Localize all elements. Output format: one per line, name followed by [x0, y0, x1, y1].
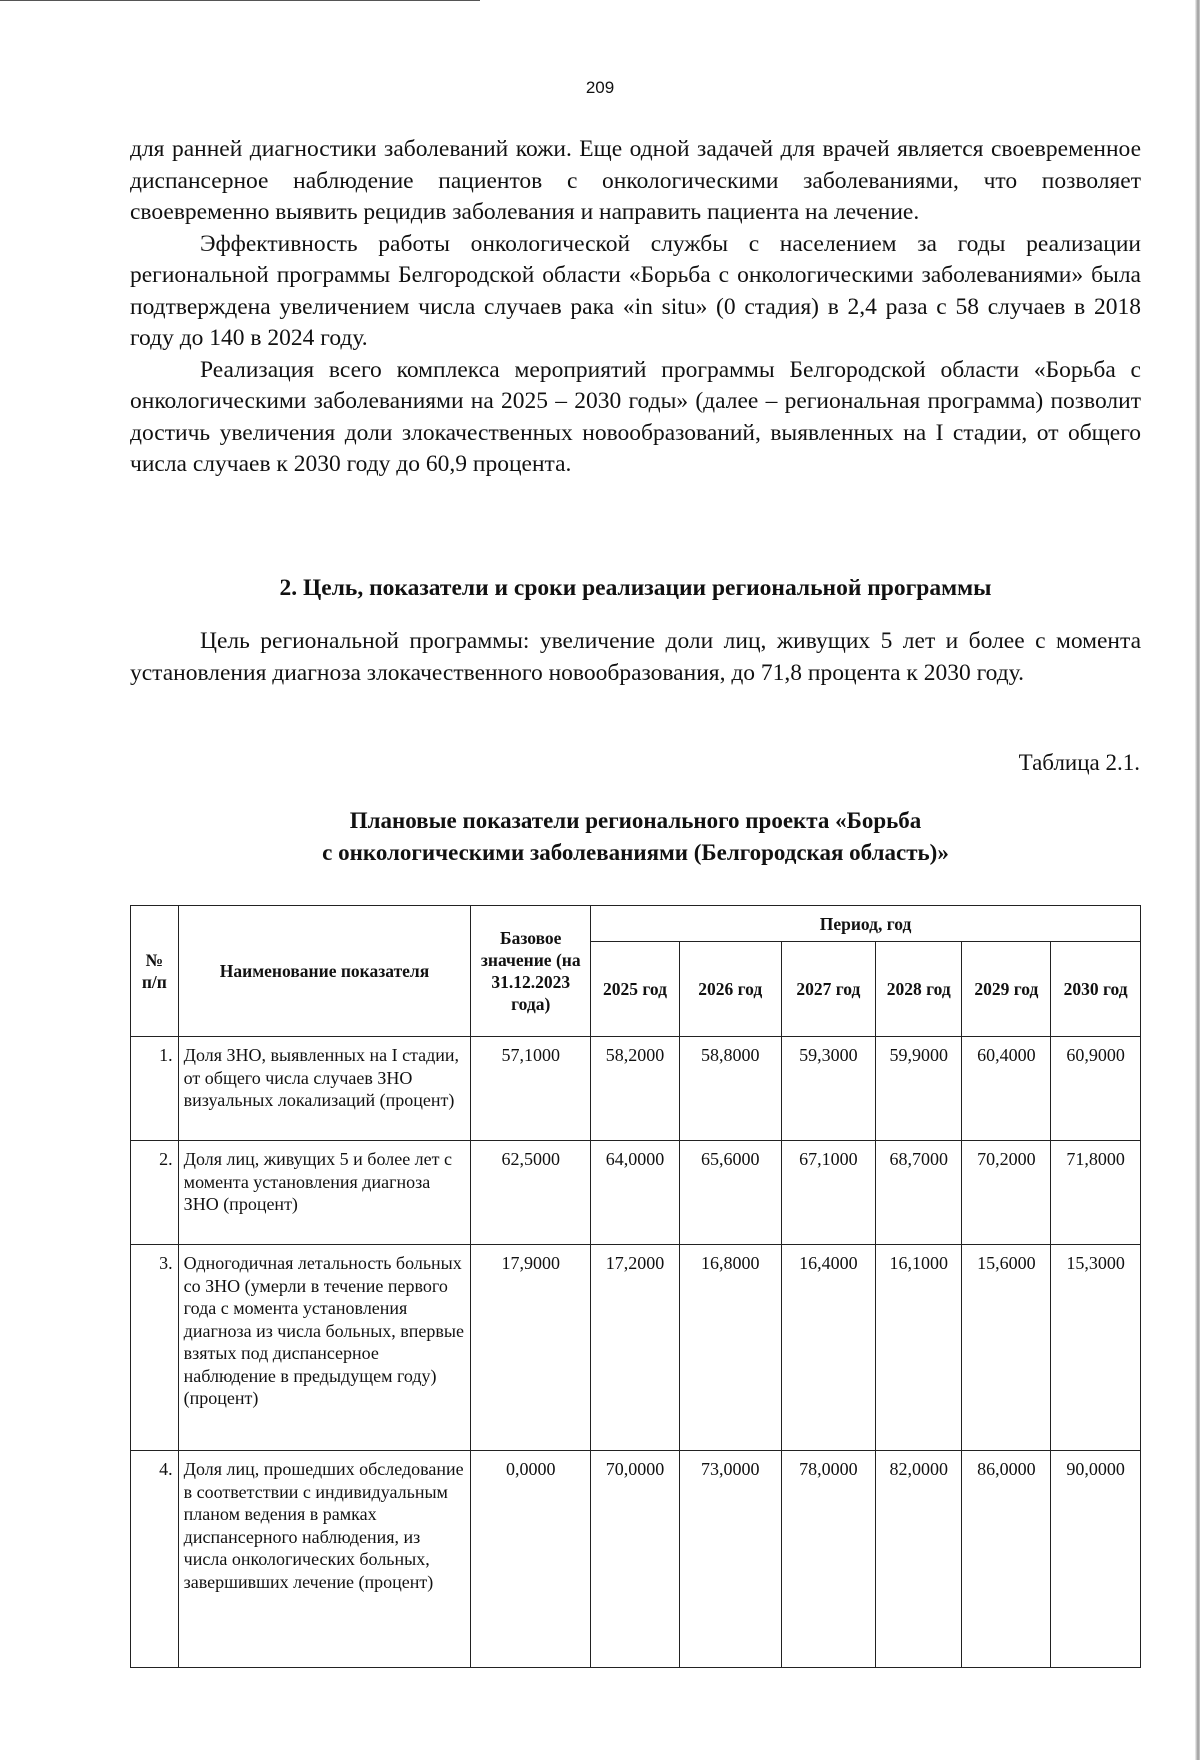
table-title-line-1: Плановые показатели регионального проекта «Борьба [349, 808, 922, 833]
year-value: 68,7000 [876, 1141, 962, 1245]
year-value: 60,9000 [1051, 1037, 1141, 1141]
row-number: 3. [131, 1245, 179, 1451]
year-value: 15,6000 [962, 1245, 1051, 1451]
body-text [130, 134, 1141, 481]
indicator-name: Доля лиц, живущих 5 и более лет с момента установления диагноза ЗНО (процент) [178, 1141, 471, 1245]
top-rule [0, 0, 480, 1]
base-value: 17,9000 [471, 1245, 591, 1451]
header-year: 2026 год [679, 942, 781, 1037]
goal-text [130, 626, 1141, 689]
header-period: Период, год [591, 906, 1141, 942]
row-number: 2. [131, 1141, 179, 1245]
table-label: Таблица 2.1. [1018, 750, 1140, 775]
paragraph-1: для ранней диагностики заболеваний кожи. Еще одной задачей для врачей является своевременное диспансерное наблюдение пациентов с онкологическими заболеваниями, что позволяет своевременно выявить рецидив заболевания и направить пациента на лечение. [130, 136, 1141, 225]
row-number: 1. [131, 1037, 179, 1141]
table-row [131, 1451, 1141, 1668]
base-value: 57,1000 [471, 1037, 591, 1141]
header-year: 2029 год [962, 942, 1051, 1037]
year-value: 70,2000 [962, 1141, 1051, 1245]
year-value: 67,1000 [781, 1141, 875, 1245]
year-value: 16,4000 [781, 1245, 875, 1451]
year-value: 78,0000 [781, 1451, 875, 1668]
year-value: 70,0000 [591, 1451, 680, 1668]
indicators-table [130, 905, 1141, 1668]
table-title-line-2: с онкологическими заболеваниями (Белгородская область)» [322, 840, 949, 865]
header-year: 2025 год [591, 942, 680, 1037]
year-value: 17,2000 [591, 1245, 680, 1451]
header-number: № п/п [131, 906, 179, 1037]
year-value: 16,8000 [679, 1245, 781, 1451]
header-year: 2027 год [781, 942, 875, 1037]
year-value: 58,8000 [679, 1037, 781, 1141]
table-row [131, 1245, 1141, 1451]
header-year: 2028 год [876, 942, 962, 1037]
page-number: 209 [585, 78, 615, 97]
year-value: 16,1000 [876, 1245, 962, 1451]
section-heading: 2. Цель, показатели и сроки реализации региональной программы [279, 575, 992, 601]
paragraph-2: Эффективность работы онкологической службы с населением за годы реализации региональной программы Белгородской области «Борьба с онкологическими заболеваниями» была подтверждена увеличением числа случаев рака «in situ» (0 стадия) в 2,4 раза с 58 случаев в 2018 году до 140 в 2024 году. [130, 230, 1141, 351]
header-name: Наименование показателя [178, 906, 471, 1037]
table-title [130, 805, 1141, 869]
year-value: 71,8000 [1051, 1141, 1141, 1245]
year-value: 58,2000 [591, 1037, 680, 1141]
header-base: Базовое значение (на 31.12.2023 года) [471, 906, 591, 1037]
indicator-name: Доля лиц, прошедших обследование в соответствии с индивидуальным планом ведения в рамках диспансерного наблюдения, из числа онкологических больных, завершивших лечение (процент) [178, 1451, 471, 1668]
year-value: 60,4000 [962, 1037, 1051, 1141]
year-value: 73,0000 [679, 1451, 781, 1668]
year-value: 82,0000 [876, 1451, 962, 1668]
goal-paragraph: Цель региональной программы: увеличение доли лиц, живущих 5 лет и более с момента установления диагноза злокачественного новообразования, до 71,8 процента к 2030 году. [130, 628, 1141, 686]
header-year: 2030 год [1051, 942, 1141, 1037]
year-value: 64,0000 [591, 1141, 680, 1245]
base-value: 0,0000 [471, 1451, 591, 1668]
scan-edge [1195, 0, 1200, 1760]
row-number: 4. [131, 1451, 179, 1668]
year-value: 15,3000 [1051, 1245, 1141, 1451]
indicator-name: Одногодичная летальность больных со ЗНО (умерли в течение первого года с момента установления диагноза из числа больных, впервые взятых под диспансерное наблюдение в предыдущем году) (процент) [178, 1245, 471, 1451]
year-value: 65,6000 [679, 1141, 781, 1245]
year-value: 59,9000 [876, 1037, 962, 1141]
table-row [131, 1037, 1141, 1141]
year-value: 59,3000 [781, 1037, 875, 1141]
base-value: 62,5000 [471, 1141, 591, 1245]
indicator-name: Доля ЗНО, выявленных на I стадии, от общего числа случаев ЗНО визуальных локализаций (процент) [178, 1037, 471, 1141]
table-row [131, 1141, 1141, 1245]
year-value: 90,0000 [1051, 1451, 1141, 1668]
paragraph-3: Реализация всего комплекса мероприятий программы Белгородской области «Борьба с онкологическими заболеваниями на 2025 – 2030 годы» (далее – региональная программа) позволит достичь увеличения доли злокачественных новообразований, выявленных на I стадии, от общего числа случаев к 2030 году до 60,9 процента. [130, 356, 1141, 477]
year-value: 86,0000 [962, 1451, 1051, 1668]
